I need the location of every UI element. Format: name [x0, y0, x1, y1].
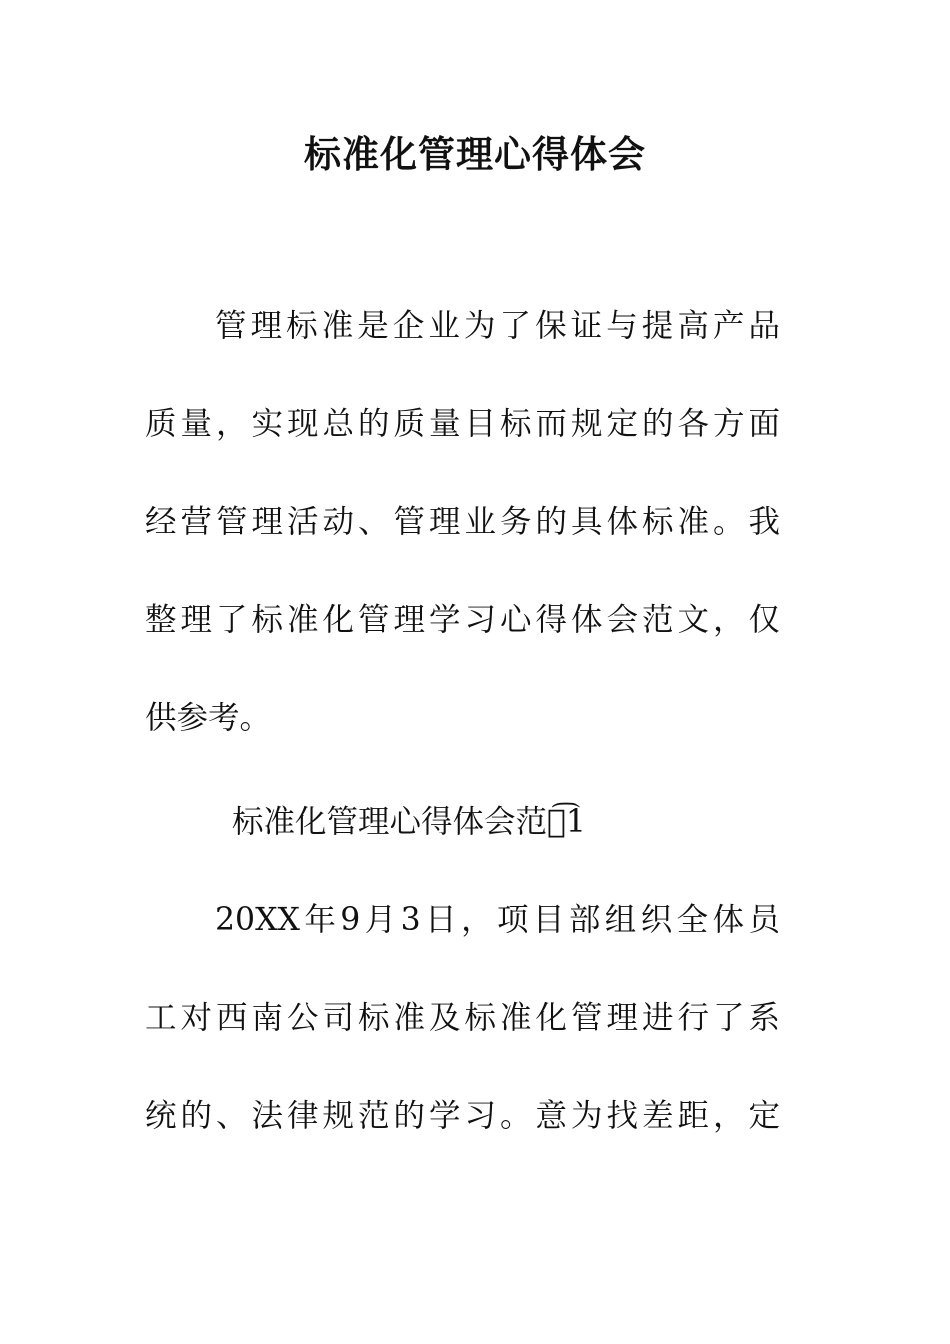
paragraph-1-line-1: 管理标准是企业为了保证与提高产品	[215, 308, 780, 344]
paragraph-1-line-2: 质量，实现总的质量目标而规定的各方面	[145, 406, 780, 442]
paragraph-1-line-3: 经营管理活动、管理业务的具体标准。我	[145, 504, 780, 540]
paragraph-2-line-1: 20XX年9月3日，项目部组织全体员	[215, 902, 780, 938]
paragraph-1-line-5: 供参考。	[145, 700, 272, 736]
paragraph-1-line-4: 整理了标准化管理学习心得体会范文，仅	[145, 602, 780, 638]
paragraph-2-line-3: 统的、法律规范的学习。意为找差距，定	[145, 1098, 780, 1134]
paragraph-2-line-2: 工对西南公司标准及标准化管理进行了系	[145, 1000, 780, 1036]
section-subheading: 标准化管理心得体会范文͡1	[232, 804, 586, 840]
document-title: 标准化管理心得体会	[304, 132, 646, 176]
